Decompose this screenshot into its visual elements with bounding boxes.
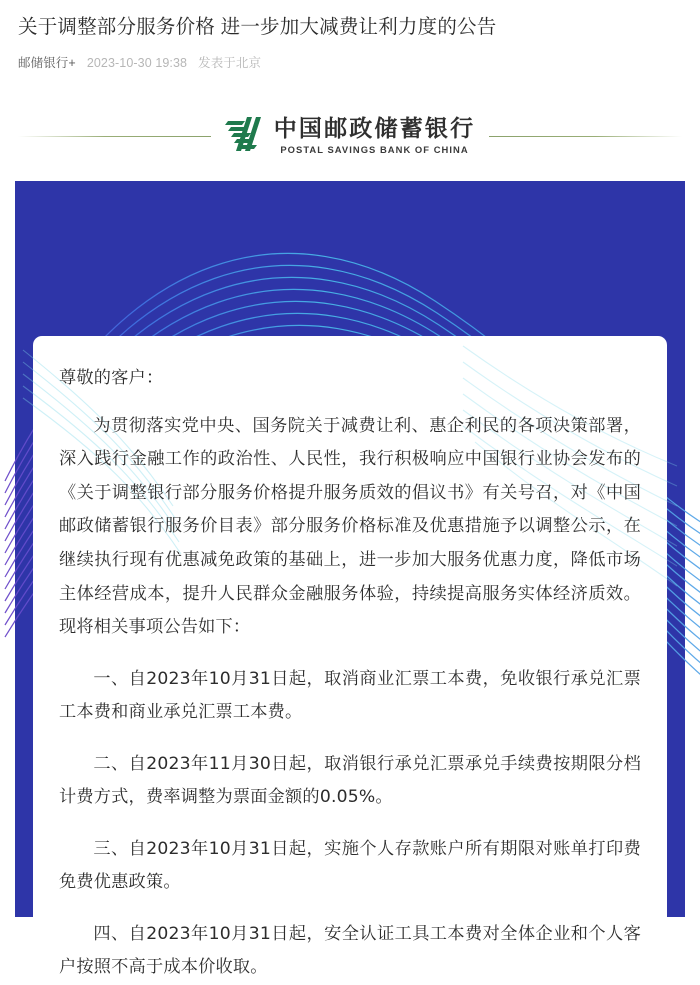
page-title: 关于调整部分服务价格 进一步加大减费让利力度的公告 [18,16,497,38]
article-header [0,0,700,71]
announcement-item-1: 一、自2023年10月31日起，取消商业汇票工本费，免收银行承兑汇票工本费和商业承兑汇票工本费。 [59,668,641,723]
bank-logo-text [274,118,476,154]
announcement-item-2: 二、自2023年11月30日起，取消银行承兑汇票承兑手续费按期限分档计费方式，费率调整为票面金额的0.05%。 [59,753,641,808]
bank-name-en: POSTAL SAVINGS BANK OF CHINA [280,144,469,156]
announcement-card [33,336,667,978]
divider-line-right [489,136,682,138]
postal-savings-bank-emblem-icon [225,115,265,158]
announcement-body [33,336,667,985]
byline [18,53,682,71]
announcement-item-3: 三、自2023年10月31日起，实施个人存款账户所有期限对账单打印费免费优惠政策。 [59,838,641,893]
intro-paragraph: 为贯彻落实党中央、国务院关于减费让利、惠企利民的各项决策部署，深入践行金融工作的政治性、人民性，我行积极响应中国银行业协会发布的《关于调整银行部分服务价格提升服务质效的倡议书》有关号召，对《中国邮政储蓄银行服务价目表》部分服务价格标准及优惠措施予以调整公示，在继续执行现有优惠减免政策的基础上，进一步加大服务优惠力度，降低市场主体经营成本，提升人民群众金融服务体验，持续提高服务实体经济质效。现将相关事项公告如下： [59,415,641,638]
announcement-poster [15,181,685,978]
byline-location: 发表于北京 [198,56,262,71]
announcement-item-4: 四、自2023年10月31日起，安全认证工具工本费对全体企业和个人客户按照不高于成本价收取。 [59,923,641,978]
salutation: 尊敬的客户： [59,368,164,389]
byline-timestamp: 2023-10-30 19:38 [86,56,188,71]
bank-logo [211,115,490,158]
divider-line-left [18,136,211,138]
bank-name-cn: 中国邮政储蓄银行 [273,116,476,143]
byline-account[interactable]: 邮储银行+ [18,56,76,71]
logo-band [0,105,700,167]
